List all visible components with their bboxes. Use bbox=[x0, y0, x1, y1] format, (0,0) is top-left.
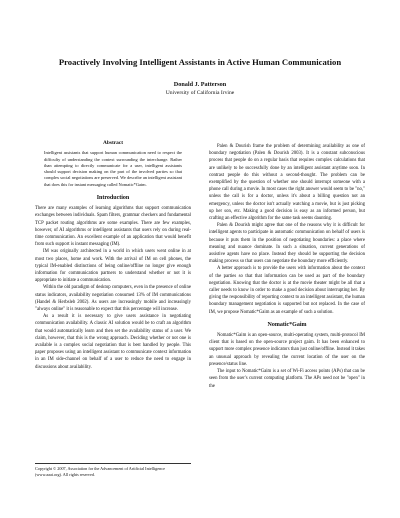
body-paragraph: Nomatic*Gaim is an open-source, multi-operating system, multi-protocol IM client that is based on the open-source project gaim. It has been enhanced to support more complex presence indicators than just online/offline. Instead it takes an unusual approach by revealing the current location of the user on the presence/status line. bbox=[209, 333, 365, 367]
body-paragraph: Palen & Dourish frame the problem of determining availability as one of boundary negotiation (Palen & Dourish 2003). It is a constant subconscious process that people do on a regular basis that requires complex calculations that are unlikely to be successfully done by an intelligent assistant anytime soon. In contrast people do this without a second-thought. The problem can be exemplified by the question of whether one should interrupt someone with a phone call during a movie. In most cases the right answer would seem to be "no," unless the call is for a doctor, unless it's about a billing question not an emergency, unless the doctor isn't actually watching a movie, but is just picking up her son, etc. Making a good decision is easy as an informed person, but crafting an effective algorithm for the same task seems daunting. bbox=[209, 144, 365, 222]
intro-paragraph: Within the old paradigm of desktop computers, even in the presence of online status indicators, availability negotiation consumed 13% of IM communications (Handel & Herbsleb 2002). As users are increasingly mobile and increasingly "always online" it is reasonable to expect that this percentage will increase. bbox=[35, 285, 191, 313]
author-name: Donald J. Patterson bbox=[173, 81, 227, 88]
left-column bbox=[35, 140, 191, 371]
footnote-rule bbox=[35, 463, 191, 464]
right-column bbox=[209, 143, 365, 390]
intro-paragraph: There are many examples of learning algorithms that support communication exchanges between individuals. Spam filters, grammar checkers and fundamental TCP packet routing algorithms are some examples. There are few examples, however, of AI algorithms or intelligent assistants that users rely on during real-time communication. An excellent example of an application that would benefit from such support is instant messaging (IM). bbox=[35, 206, 191, 248]
body-paragraph: Palen & Dourish might agree that one of the reasons why it is difficult for intelligent agents to participate in automatic communication on behalf of users is because it puts them in the position of negotiating boundaries: a place where meaning and nuance dominate. In such a situation, current generations of assistive agents have no place. Instead they should be supporting the decision making process so that users can negotiate the boundary more efficiently. bbox=[209, 223, 365, 265]
abstract-heading: Abstract bbox=[102, 140, 124, 146]
copyright-footnote bbox=[35, 463, 191, 478]
copyright-text: Copyright © 2007, Association for the Advancement of Artificial Intelligence (www.aaai.org). All rights reserved. bbox=[35, 466, 165, 477]
intro-paragraph: As a result it is necessary to give users assistance in negotiating communication availability. A classic AI solution would be to craft an algorithm that would automatically learn and then set the availability status of a user. We claim, however, that this is the wrong approach. Deciding whether or not one is available is a complex social negotiation that is best handled by people. This paper proposes using an intelligent assistant to communicate context information in an IM side-channel on behalf of a user to reduce the need to engage in discussions about availability. bbox=[35, 314, 191, 370]
body-paragraph: The input to Nomatic*Gaim is a set of Wi-Fi access points (APs) that can be seen from the user's current computing platform. The APs need not be "open" in the bbox=[209, 369, 365, 389]
author-affiliation: University of California Irvine bbox=[165, 90, 235, 96]
introduction-heading: Introduction bbox=[96, 194, 130, 201]
intro-paragraph: IM was originally architected in a world in which users went online in at most two places, home and work. With the arrival of IM on cell phones, the typical IM-enabled distinctions of being online/offline no longer give enough information for communication partners to understand whether or not it is appropriate to initiate a communication. bbox=[35, 249, 191, 284]
paper-title: Proactively Involving Intelligent Assistants in Active Human Communication bbox=[58, 57, 342, 67]
nomatic-gaim-heading: Nomatic*Gaim bbox=[267, 321, 307, 328]
abstract-text: Intelligent assistants that support human communication need to respect the difficulty of understanding the context surrounding the interchange. Rather than attempting to directly communicate for a user, intelligent assistants should support decision making on the part of the involved parties so that complex social negotiations are preserved. We describe an intelligent assistant that does this for instant messaging called Nomatic*Gaim. bbox=[44, 150, 182, 187]
body-paragraph: A better approach is to provide the users with information about the context of the parties so that that information can be used as part of the boundary negotiation. Knowing that the doctor is at the movie theater might be all that a caller needs to know in order to make a good decision about interrupting her. By giving the responsibility of reporting context to an intelligent assistant, the human boundary management negotiation is supported but not replaced. In the case of IM, we propose Nomatic*Gaim as an example of such a solution. bbox=[209, 266, 365, 315]
